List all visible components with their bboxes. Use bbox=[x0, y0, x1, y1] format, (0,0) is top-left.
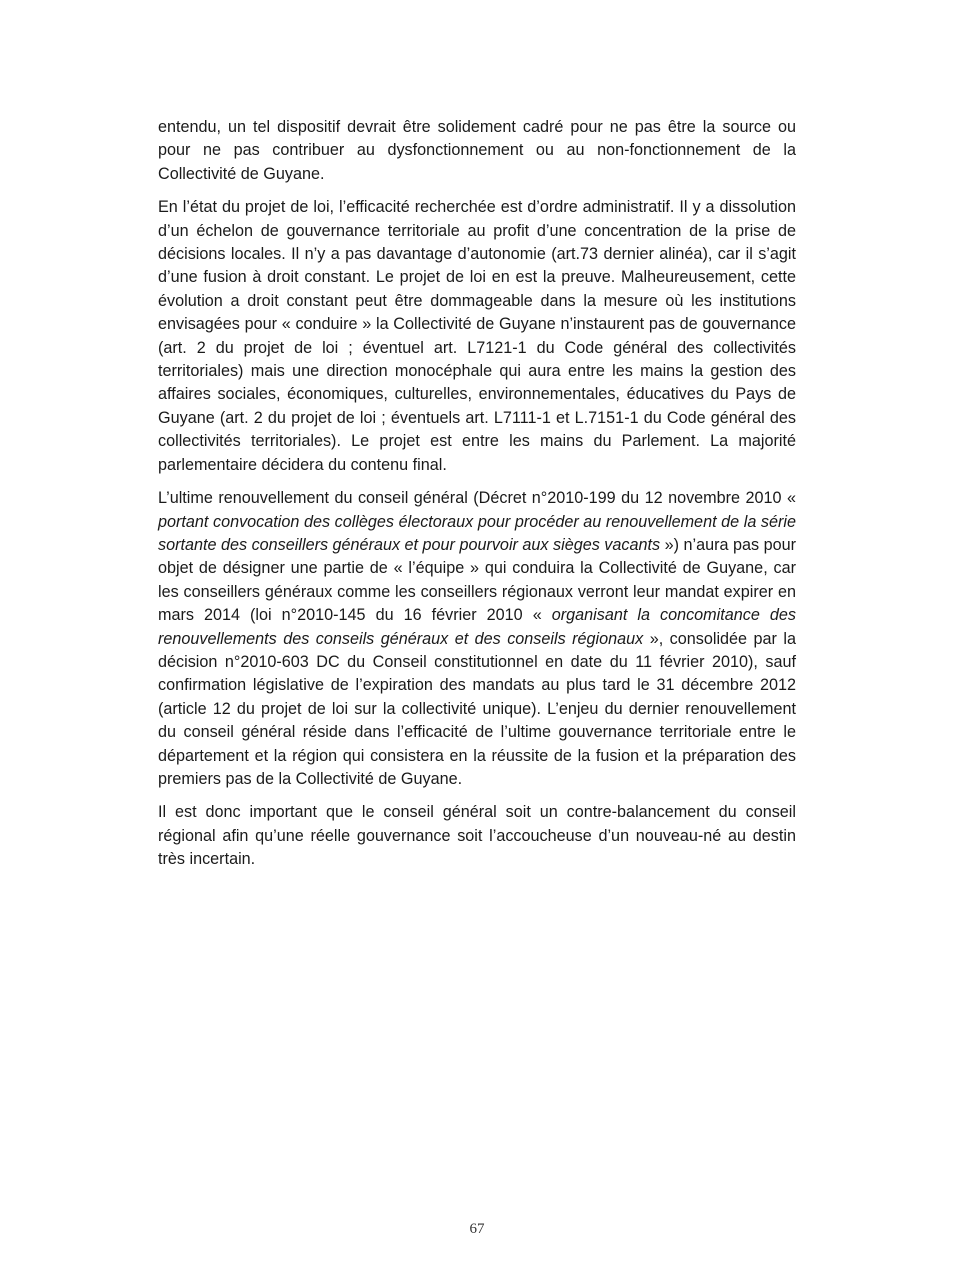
paragraph-3-text-b: ») n’aura pas pour objet de désigner une partie de « l’équipe » qui conduira la Collectivité de Guyane, car les conseillers généraux comme les conseillers régionaux verront leur mandat expirer en mars 2014 (loi n°2010-145 du 16 février 2010 « bbox=[158, 535, 796, 625]
paragraph-1 bbox=[158, 116, 796, 186]
decree-title-italic: portant convocation des collèges électoraux pour procéder au renouvellement de la série sortante des conseillers généraux et pour pourvoir aux sièges vacants bbox=[158, 512, 796, 554]
page-number: 67 bbox=[469, 1221, 485, 1237]
page-body bbox=[158, 116, 796, 882]
paragraph-2 bbox=[158, 196, 796, 477]
paragraph-1-text: entendu, un tel dispositif devrait être solidement cadré pour ne pas être la source ou pour ne pas contribuer au dysfonctionnement ou au non-fonctionnement de la Collectivité de Guyane. bbox=[158, 118, 796, 183]
paragraph-3-text-a: L’ultime renouvellement du conseil général (Décret n°2010-199 du 12 novembre 2010 « bbox=[158, 489, 796, 508]
paragraph-3 bbox=[158, 487, 796, 791]
paragraph-3-text-c: », consolidée par la décision n°2010-603 DC du Conseil constitutionnel en date du 11 février 2010), sauf confirmation législative de l’expiration des mandats au plus tard le 31 décembre 2012 (article 12 du projet de loi sur la collectivité unique). L’enjeu du dernier renouvellement du conseil général réside dans l’efficacité de l’ultime gouvernance territoriale entre le département et la région qui consistera en la réussite de la fusion et la préparation des premiers pas de la Collectivité de Guyane. bbox=[158, 629, 796, 788]
law-title-italic: organisant la concomitance des renouvellements des conseils généraux et des conseils régionaux bbox=[158, 606, 796, 648]
paragraph-4 bbox=[158, 801, 796, 871]
paragraph-4-text: Il est donc important que le conseil général soit un contre-balancement du conseil régional afin qu’une réelle gouvernance soit l’accoucheuse d’un nouveau-né au destin très incertain. bbox=[158, 803, 796, 869]
paragraph-2-text: En l’état du projet de loi, l’efficacité recherchée est d’ordre administratif. Il y a dissolution d’un échelon de gouvernance territoriale au profit d’une concentration de la prise de décisions locales. Il n’y a pas davantage d’autonomie (art.73 dernier alinéa), car il s’agit d’une fusion à droit constant. Le projet de loi en est la preuve. Malheureusement, cette évolution a droit constant peut être dommageable dans la mesure où les institutions envisagées pour « conduire » la Collectivité de Guyane n’instaurent pas de gouvernance (art. 2 du projet de loi ; éventuel art. L7121-1 du Code général des collectivités territoriales) mais une direction monocéphale qui aura entre les mains la gestion des affaires sociales, économiques, culturelles, environnementales, éducatives du Pays de Guyane (art. 2 du projet de loi ; éventuels art. L7111-1 et L.7151-1 du Code général des collectivités territoriales). Le projet est entre les mains du Parlement. La majorité parlementaire décidera du contenu final. bbox=[158, 198, 796, 474]
